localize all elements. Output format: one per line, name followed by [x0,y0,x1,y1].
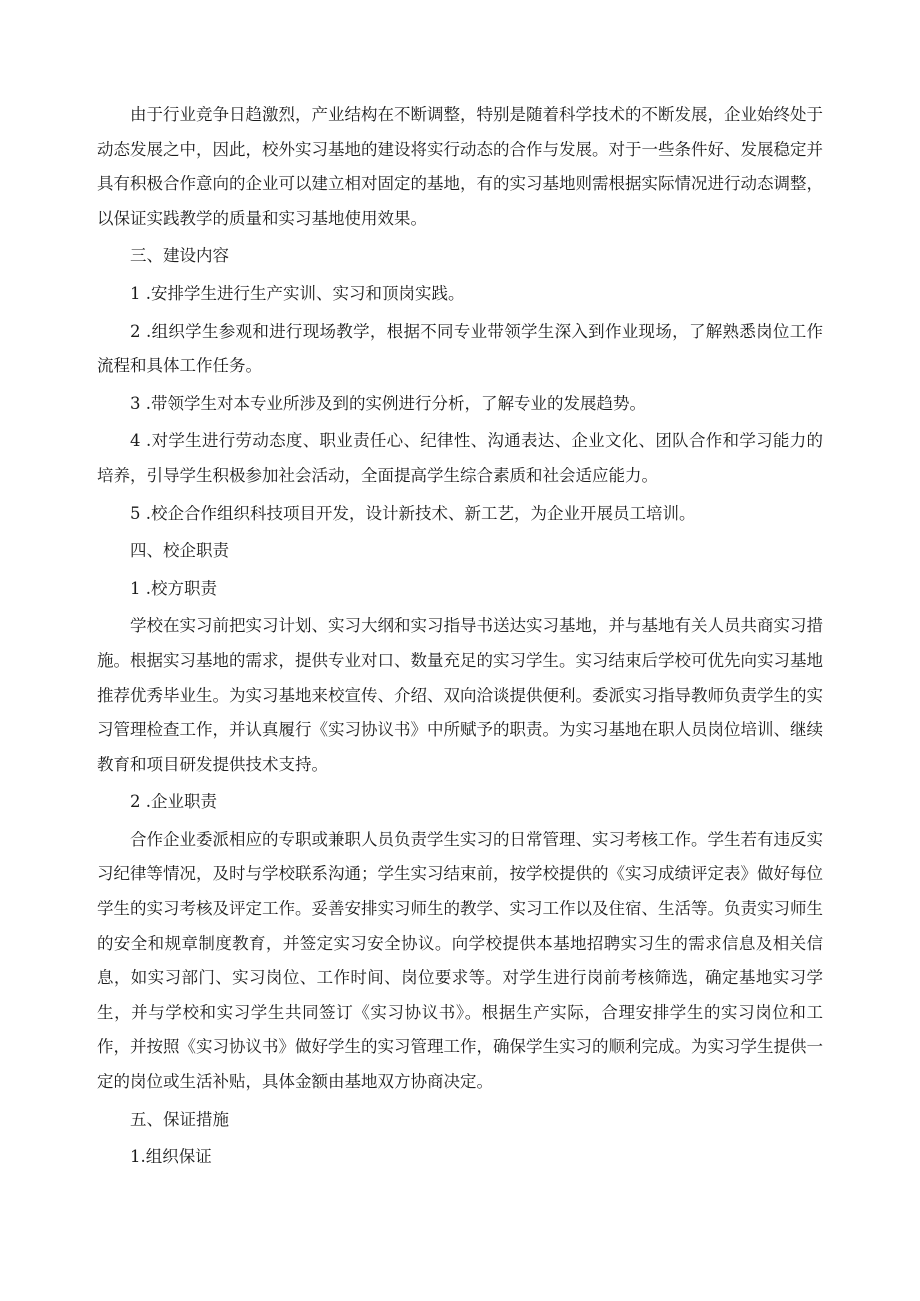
content-item-3: 3 .带领学生对本专业所涉及到的实例进行分析，了解专业的发展趋势。 [130,393,646,413]
section-heading-responsibilities: 四、校企职责 [130,541,229,561]
subheading-organization-guarantee: 1.组织保证 [130,1147,212,1167]
content-item-1: 1 .安排学生进行生产实训、实习和顶岗实践。 [130,283,465,303]
content-item-4: 4 .对学生进行劳动态度、职业责任心、纪律性、沟通表达、企业文化、团队合作和学习能力的培养，引导学生积极参加社会活动，全面提高学生综合素质和社会适应能力。 [97,431,823,485]
subheading-enterprise-responsibilities: 2 .企业职责 [130,792,217,812]
content-item-5: 5 .校企合作组织科技项目开发，设计新技术、新工艺，为企业开展员工培训。 [130,503,696,523]
subheading-school-responsibilities: 1 .校方职责 [130,578,217,598]
section-heading-guarantee-measures: 五、保证措施 [130,1109,229,1129]
paragraph-dynamic-cooperation: 由于行业竞争日趋激烈，产业结构在不断调整，特别是随着科学技术的不断发展，企业始终处于动态发展之中，因此，校外实习基地的建设将实行动态的合作与发展。对于一些条件好、发展稳定并具有积极合作意向的企业可以建立相对固定的基地，有的实习基地则需根据实际情况进行动态调整，以保证实践教学的质量和实习基地使用效果。 [97,105,823,228]
paragraph-school-responsibilities: 学校在实习前把实习计划、实习大纲和实习指导书送达实习基地，并与基地有关人员共商实习措施。根据实习基地的需求，提供专业对口、数量充足的实习学生。实习结束后学校可优先向实习基地推荐优秀毕业生。为实习基地来校宣传、介绍、双向洽谈提供便利。委派实习指导教师负责学生的实习管理检查工作，并认真履行《实习协议书》中所赋予的职责。为实习基地在职人员岗位培训、继续教育和项目研发提供技术支持。 [97,616,823,774]
paragraph-enterprise-responsibilities: 合作企业委派相应的专职或兼职人员负责学生实习的日常管理、实习考核工作。学生若有违反实习纪律等情况，及时与学校联系沟通；学生实习结束前，按学校提供的《实习成绩评定表》做好每位学生的实习考核及评定工作。妥善安排实习师生的教学、实习工作以及住宿、生活等。负责实习师生的安全和规章制度教育，并签定实习安全协议。向学校提供本基地招聘实习生的需求信息及相关信息，如实习部门、实习岗位、工作时间、岗位要求等。对学生进行岗前考核筛选，确定基地实习学生，并与学校和实习学生共同签订《实习协议书》。根据生产实际，合理安排学生的实习岗位和工作，并按照《实习协议书》做好学生的实习管理工作，确保学生实习的顺利完成。为实习学生提供一定的岗位或生活补贴，具体金额由基地双方协商决定。 [97,829,823,1092]
section-heading-construction-content: 三、建设内容 [130,246,229,266]
content-item-2: 2 .组织学生参观和进行现场教学，根据不同专业带领学生深入到作业现场，了解熟悉岗位工作流程和具体工作任务。 [97,321,823,376]
